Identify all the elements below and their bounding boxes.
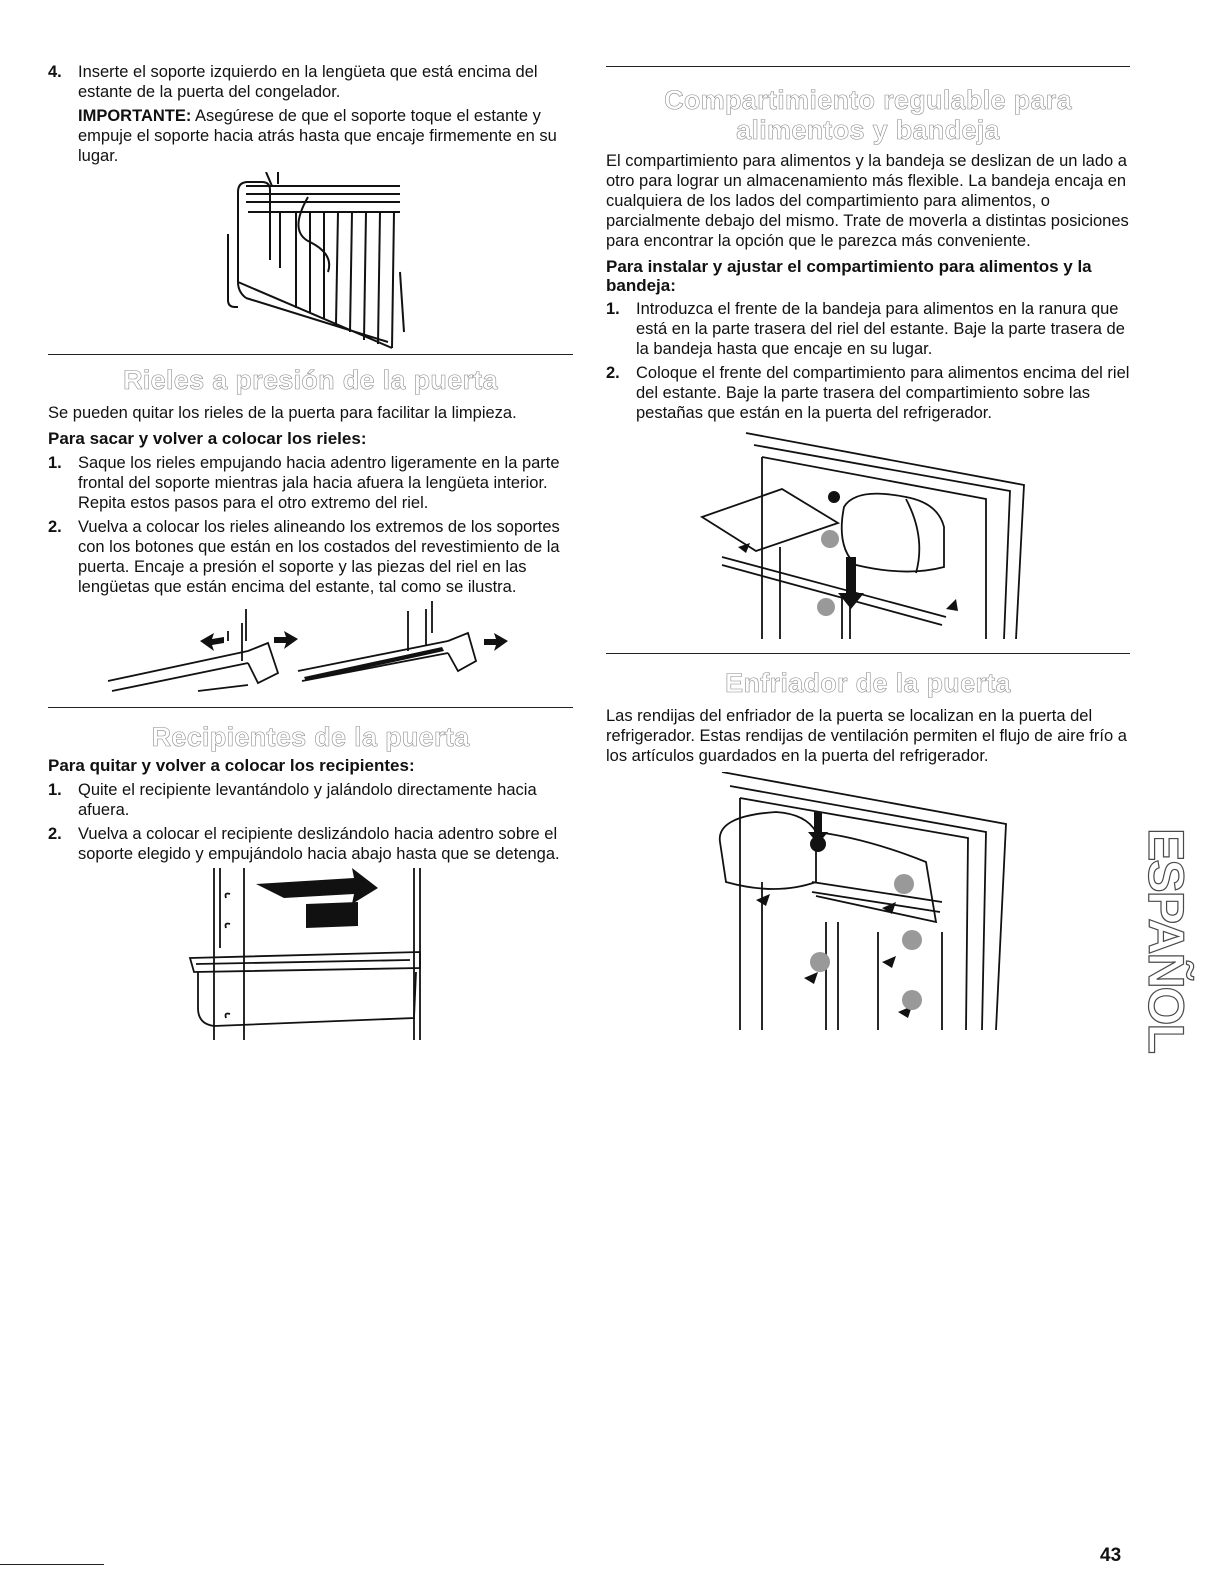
important-text: Asegúrese de que el soporte toque el estante y empuje el soporte hacia atrás hasta que encaje firmemente en su lugar. — [78, 107, 557, 165]
heading-line-2: alimentos y bandeja — [736, 115, 1000, 145]
page-number: 43 — [1100, 1545, 1122, 1566]
section-heading: Enfriador de la puerta — [725, 668, 1011, 698]
step-number: 2. — [48, 825, 62, 843]
right-column — [606, 62, 1130, 1030]
step-number: 1. — [606, 300, 620, 318]
language-tab-text: ESPAÑOL — [1138, 828, 1194, 1052]
bins-subheading: Para quitar y volver a colocar los recipientes: — [48, 756, 415, 775]
rails-step-2 — [48, 517, 573, 597]
step-number: 1. — [48, 781, 62, 799]
compartment-subheading: Para instalar y ajustar el compartimiento para alimentos y la bandeja: — [606, 257, 1092, 295]
step-number: 2. — [606, 364, 620, 382]
divider — [48, 354, 573, 355]
compartment-intro: El compartimiento para alimentos y la bandeja se deslizan de un lado a otro para lograr un almacenamiento más flexible. La bandeja encaja en cualquiera de los lados del compartimiento para alimentos, o parcialmente debajo del mismo. Trate de moverla a distintas posiciones para encontrar la opción que le parezca más conveniente. — [606, 152, 1129, 250]
compartment-step-1 — [606, 299, 1130, 359]
step-number: 2. — [48, 518, 62, 536]
compartment-step-2 — [606, 363, 1130, 423]
step-4 — [48, 62, 573, 102]
step-text: Inserte el soporte izquierdo en la lengüeta que está encima del estante de la puerta del congelador. — [78, 63, 538, 101]
step-text: Saque los rieles empujando hacia adentro ligeramente en la parte frontal del soporte mientras jala hacia afuera la lengüeta interior. Repita estos pasos para el otro extremo del riel. — [78, 454, 560, 512]
heading-line-1: Compartimiento regulable para — [664, 85, 1072, 115]
step-text: Quite el recipiente levantándolo y jalándolo directamente hacia afuera. — [78, 781, 537, 819]
divider — [606, 66, 1130, 67]
step-number: 1. — [48, 454, 62, 472]
rails-step-1 — [48, 453, 573, 513]
footer-rule — [0, 1564, 104, 1565]
divider — [48, 707, 573, 708]
cooler-text: Las rendijas del enfriador de la puerta se localizan en la puerta del refrigerador. Estas rendijas de ventilación permiten el flujo de aire frío a los artículos guardados en la puerta del refrigerador. — [606, 707, 1127, 765]
important-note — [48, 106, 573, 166]
step-number: 4. — [48, 63, 62, 81]
door-rail-illustration — [48, 601, 573, 699]
section-heading: Rieles a presión de la puerta — [123, 365, 498, 395]
rails-subheading: Para sacar y volver a colocar los rieles: — [48, 429, 367, 448]
food-compartment-illustration — [606, 427, 1130, 639]
rails-intro: Se pueden quitar los rieles de la puerta para facilitar la limpieza. — [48, 404, 517, 422]
important-label: IMPORTANTE: — [78, 107, 192, 125]
step-text: Introduzca el frente de la bandeja para alimentos en la ranura que está en la parte trasera del riel del estante. Baje la parte trasera de la bandeja hasta que encaje en su lugar. — [636, 300, 1125, 358]
bins-step-1 — [48, 780, 573, 820]
left-column — [48, 62, 573, 1040]
section-heading: Recipientes de la puerta — [151, 722, 470, 752]
step-text: Coloque el frente del compartimiento para alimentos encima del riel del estante. Baje la parte trasera del compartimiento sobre las pestañas que están en la puerta del refrigerador. — [636, 364, 1130, 422]
divider — [606, 653, 1130, 654]
shelf-bracket-illustration — [48, 172, 573, 350]
step-text: Vuelva a colocar los rieles alineando los extremos de los soportes con los botones que están en los costados del revestimiento de la puerta. Encaje a presión el soporte y las piezas del riel en las lengüetas que están encima del estante, tal como se ilustra. — [78, 518, 560, 596]
door-cooler-illustration — [606, 772, 1130, 1030]
section-heading — [606, 85, 1130, 145]
bins-step-2 — [48, 824, 573, 864]
step-text: Vuelva a colocar el recipiente deslizándolo hacia adentro sobre el soporte elegido y empujándolo hacia abajo hasta que se detenga. — [78, 825, 560, 863]
language-tab — [1138, 820, 1194, 1060]
door-bin-illustration — [48, 868, 573, 1040]
